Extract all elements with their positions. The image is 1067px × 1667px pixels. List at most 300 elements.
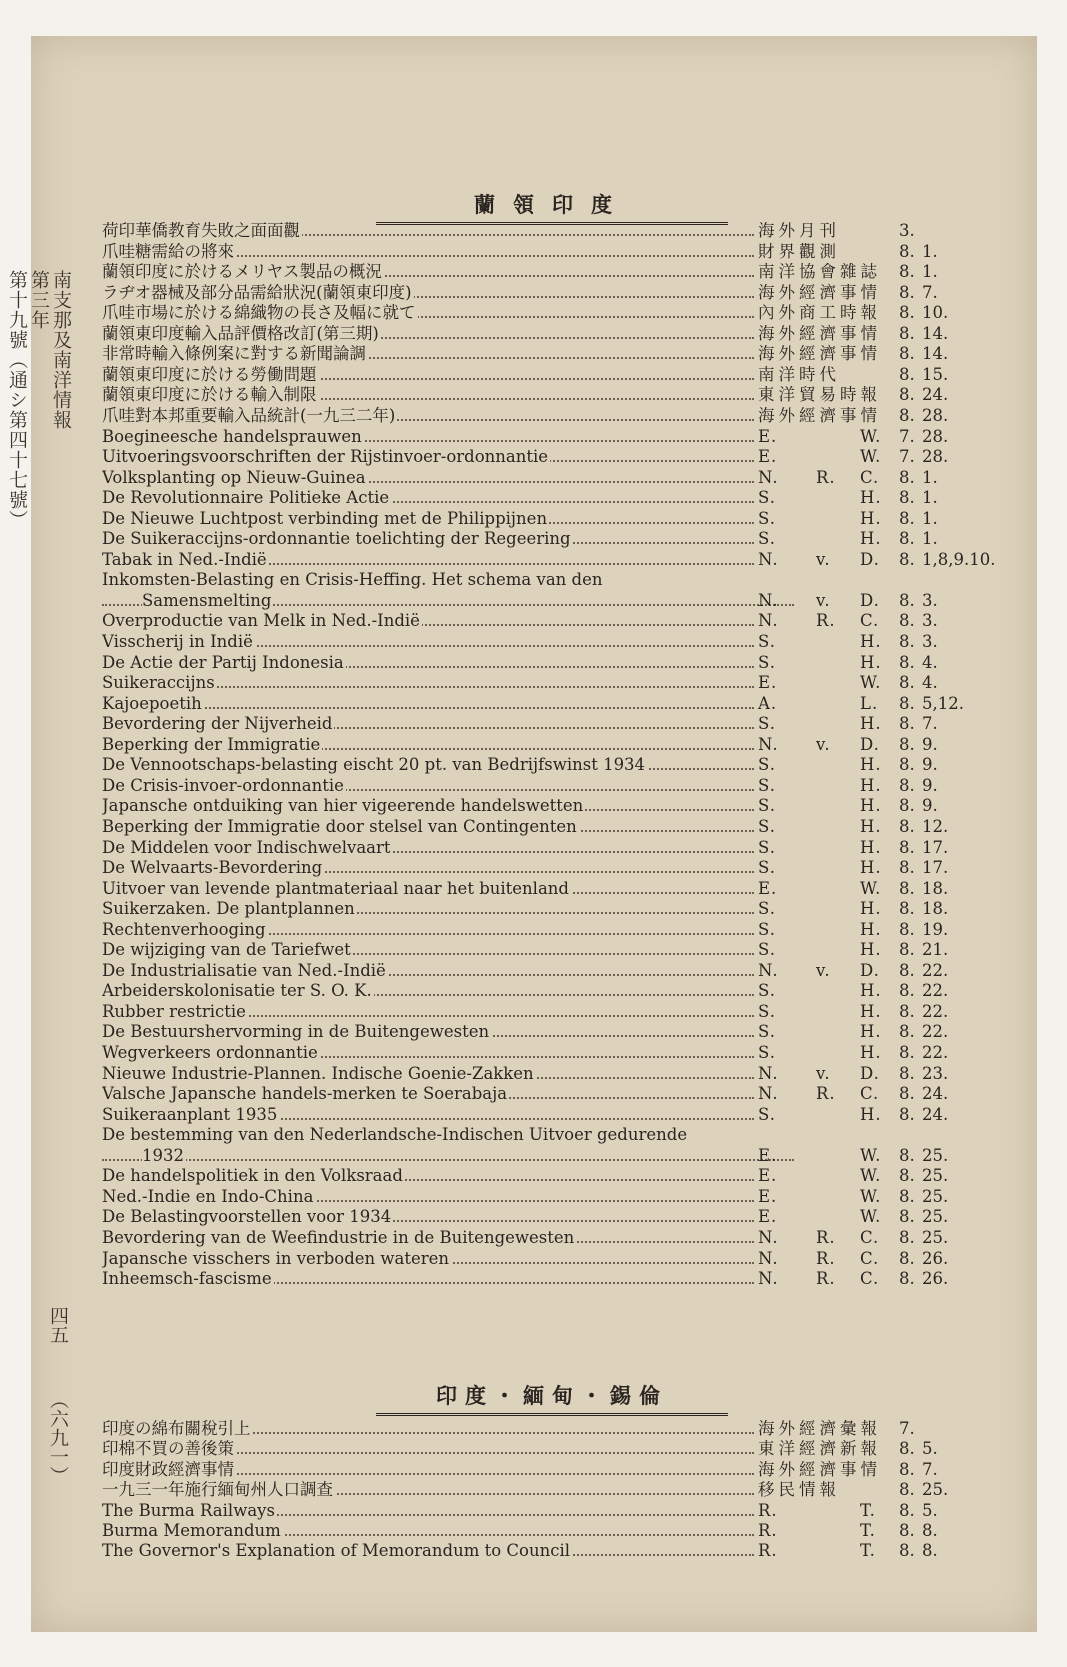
entry-title [102,1520,758,1542]
entry-title-text: Bevordering der Nijverheid [102,714,333,734]
entry-title [102,467,758,489]
entry-day: 7. [922,1459,938,1479]
entry-day: 5,12. [922,693,964,713]
source-abbr-2: R. [816,467,836,487]
source-abbr-1: N. [758,1248,779,1268]
entry-title [102,528,758,550]
source-abbr-3: D. [860,1063,880,1083]
entry-day: 25. [922,1207,949,1227]
entry-title-text: 印度財政經濟事情 [102,1459,234,1479]
entry-month: 7. [899,1419,915,1438]
source-abbr-3: C. [860,1248,880,1268]
entry-title [102,405,758,427]
entry-title [102,241,758,263]
source-abbr-3: H. [860,775,882,795]
source-abbr-3: H. [860,940,882,960]
entry-month: 8. [899,1207,915,1227]
entry-day: 24. [922,1084,949,1104]
source-abbr-1: N. [758,734,779,754]
index-entry [102,241,1002,263]
source-abbr-1: S. [758,1104,776,1124]
source-abbr-1: S. [758,529,776,549]
entry-title [102,857,758,879]
index-entry [102,1479,1002,1501]
entry-month: 8. [899,508,915,528]
entry-month: 8. [899,385,915,405]
source-abbr-1: N. [758,549,779,569]
index-entry [102,1500,1002,1522]
entry-title [102,302,758,324]
index-entry [102,1540,1002,1562]
entry-title [102,734,758,756]
source-abbr-1: N. [758,1063,779,1083]
entry-day: 14. [922,323,949,343]
entry-day: 10. [922,303,949,323]
index-entry [102,1001,1002,1023]
source-abbr-1: E. [758,1145,778,1165]
source-abbr-1: A. [758,693,778,713]
source-abbr-3: H. [860,919,882,939]
entry-day: 8. [922,1521,938,1540]
entry-month: 7. [899,447,915,467]
source-abbr-3: H. [860,837,882,857]
entry-title-text: Beperking der Immigratie door stelsel van Contingenten [102,816,577,836]
source-abbr-1: N. [758,1269,779,1289]
entry-title [102,508,758,530]
entry-month: 8. [899,467,915,487]
entry-title-text: Nieuwe Industrie-Plannen. Indische Goenie-Zakken [102,1063,534,1083]
index-entry [102,672,1002,694]
entry-title [102,939,758,961]
entry-day: 18. [922,899,949,919]
entry-title [102,446,758,468]
source-abbr-1: R. [758,1541,778,1561]
entry-title-text: Uitvoeringsvoorschriften der Rijstinvoer-ordonnantie [102,447,549,467]
source-abbr-1: S. [758,508,776,528]
entry-title-text: The Governor's Explanation of Memorandum to Council [102,1541,571,1561]
source-abbr-3: T. [860,1500,876,1520]
index-entry [102,1186,1002,1208]
entry-month: 8. [899,1043,915,1062]
entry-title [102,1500,758,1522]
entry-title-text: 蘭領東印度に於ける輸入制限 [102,385,317,405]
source-abbr-3: H. [860,1104,882,1124]
entry-month: 8. [899,1500,915,1520]
entry-month: 8. [899,714,915,734]
index-entry [102,1438,1002,1460]
entry-day: 22. [922,1001,949,1021]
entry-title-text: Bevordering van de Weefindustrie in de Buitengewesten [102,1227,575,1247]
entry-month: 8. [899,1104,915,1124]
entry-month: 8. [899,960,915,980]
entry-day: 21. [922,940,949,960]
entry-title [102,898,758,920]
index-entry [102,960,1002,982]
entry-month: 8. [899,344,915,364]
source-abbr-3: H. [860,1043,882,1062]
entry-day: 25. [922,1186,949,1206]
source-abbr-1: S. [758,981,776,1001]
entry-day: 7. [922,282,938,302]
entry-title-text: Burma Memorandum [102,1521,281,1540]
index-entry [102,384,1002,406]
source-abbr-3: D. [860,734,880,754]
entry-day: 26. [922,1269,949,1289]
entry-day: 9. [922,755,938,775]
index-entry [102,590,1002,612]
source-abbr-3: H. [860,1022,882,1042]
source-abbr-1: S. [758,1043,776,1062]
entry-month: 8. [899,364,915,384]
issue-label: 第十九號（通シ第四十七號） [6,270,28,530]
index-entry [102,1165,1002,1187]
index-entry [102,1268,1002,1290]
entry-month: 8. [899,1227,915,1247]
journal-title: 南支那及南洋情報 [50,270,72,430]
entry-day: 19. [922,919,949,939]
index-entry [102,1021,1002,1043]
source-abbr-1: S. [758,796,776,816]
index-entry [102,1206,1002,1228]
entry-title-text: Inheemsch-fascisme [102,1269,272,1289]
index-entry [102,1520,1002,1542]
index-entry [102,1227,1002,1249]
index-entry [102,405,1002,427]
source-abbr-1: E. [758,1207,778,1227]
entry-day: 26. [922,1248,949,1268]
source-abbr-2: v. [816,1063,831,1083]
entry-month: 8. [899,1541,915,1561]
entry-month: 8. [899,1521,915,1540]
entry-day: 22. [922,960,949,980]
index-entry [102,898,1002,920]
entry-month: 8. [899,981,915,1001]
entry-title-text: Inkomsten-Belasting en Crisis-Heffing. Het schema van den [102,570,603,590]
index-entry [102,816,1002,838]
entry-title-text: Wegverkeers ordonnantie [102,1043,318,1062]
entry-month: 8. [899,282,915,302]
entry-title-text: Valsche Japansche handels-merken te Soerabaja [102,1084,508,1104]
entry-title-text: 蘭領印度に於けるメリヤス製品の概況 [102,262,382,282]
entry-month: 8. [899,1166,915,1186]
entry-title-text: De Middelen voor Indischwelvaart [102,837,391,857]
entry-title-text: De Belastingvoorstellen voor 1934 [102,1207,392,1227]
entry-day: 14. [922,344,949,364]
entry-day: 3. [922,611,938,631]
entry-title-text: De Bestuurshervorming in de Buitengewesten [102,1022,490,1042]
source-abbr-3: W. [860,1207,882,1227]
entry-title-text: Overproductie van Melk in Ned.-Indië [102,611,420,631]
source-abbr-3: H. [860,858,882,878]
entry-title [102,323,758,345]
source-abbr-3: T. [860,1521,876,1540]
entry-title-text: De Revolutionnaire Politieke Actie [102,488,390,508]
source-abbr-2: v. [816,960,831,980]
entry-title [102,1021,758,1043]
entry-month: 8. [899,1480,915,1500]
entry-day: 18. [922,878,949,898]
index-entry [102,1042,1002,1064]
entry-title-text: Volksplanting op Nieuw-Guinea [102,467,366,487]
entry-title-text: Suikeraccijns [102,673,215,693]
cumulative-page-number: （六九一） [47,1390,69,1485]
index-entry [102,754,1002,776]
entry-month: 7. [899,426,915,446]
entry-title-text: 荷印華僑教育失敗之面面觀 [102,221,300,240]
entry-title [102,1186,758,1208]
source-abbr-1: N. [758,611,779,631]
source-name: 南洋協會雜誌 [758,262,881,282]
source-abbr-1: S. [758,755,776,775]
entry-title [102,1268,758,1290]
source-name: 海外經濟彙報 [758,1419,881,1438]
index-entry [102,1063,1002,1085]
source-abbr-1: E. [758,1166,778,1186]
entry-day: 22. [922,981,949,1001]
entry-title-text: Uitvoer van levende plantmateriaal naar het buitenland [102,878,569,898]
entry-title [102,426,758,448]
source-abbr-1: E. [758,447,778,467]
index-entry [102,549,1002,571]
entry-title-text: 印度の綿布關稅引上 [102,1419,251,1438]
entry-day: 1. [922,262,938,282]
entry-day: 25. [922,1145,949,1165]
source-abbr-2: R. [816,1269,836,1289]
entry-day: 22. [922,1043,949,1062]
entry-month: 8. [899,1084,915,1104]
entry-title-text: ラヂオ器械及部分品需給狀況(蘭領東印度) [102,282,412,302]
entry-day: 4. [922,652,938,672]
index-entry [102,939,1002,961]
entry-day: 1. [922,467,938,487]
source-name: 財界觀測 [758,241,840,261]
source-name: 海外經濟事情 [758,405,881,425]
entry-month: 8. [899,899,915,919]
source-name: 東洋貿易時報 [758,385,881,405]
index-entry [102,323,1002,345]
index-entry [102,652,1002,674]
entry-day: 17. [922,837,949,857]
source-abbr-1: S. [758,837,776,857]
entry-day: 9. [922,796,938,816]
index-entry [102,693,1002,715]
entry-title [102,590,798,612]
entry-day: 1. [922,241,938,261]
source-abbr-3: T. [860,1541,876,1561]
index-entry [102,282,1002,304]
entry-title-text: 蘭領東印度輸入品評價格改訂(第三期) [102,323,379,343]
entry-title [102,878,758,900]
source-abbr-3: C. [860,611,880,631]
entry-day: 28. [922,447,949,467]
index-entry [102,487,1002,509]
entry-title-text: De Industrialisatie van Ned.-Indië [102,960,386,980]
source-abbr-3: H. [860,816,882,836]
source-abbr-2: R. [816,611,836,631]
source-abbr-2: R. [816,1227,836,1247]
entry-day: 3. [922,632,938,651]
entry-month: 8. [899,488,915,508]
source-abbr-3: H. [860,796,882,816]
entry-title [102,919,758,941]
entry-title-text: 蘭領東印度に於ける勞働問題 [102,364,317,384]
entry-day: 8. [922,1541,938,1561]
entry-day: 1,8,9.10. [922,549,996,569]
source-abbr-1: N. [758,1084,779,1104]
entry-month: 8. [899,1063,915,1083]
entry-title-text: Tabak in Ned.-Indië [102,549,267,569]
source-abbr-3: W. [860,1186,882,1206]
entry-title [102,1459,758,1481]
entry-month: 8. [899,632,915,651]
source-abbr-1: E. [758,878,778,898]
entry-day: 25. [922,1166,949,1186]
entry-day: 25. [922,1227,949,1247]
source-abbr-3: H. [860,529,882,549]
entry-title-text: 爪哇市場に於ける綿織物の長さ及幅に就て [102,303,416,323]
entry-day: 4. [922,673,938,693]
entry-month: 8. [899,796,915,816]
entry-day: 1. [922,508,938,528]
entry-title [102,549,758,571]
entry-day: 7. [922,714,938,734]
entry-month: 8. [899,405,915,425]
source-abbr-1: N. [758,960,779,980]
index-entry [102,261,1002,283]
entry-month: 8. [899,1186,915,1206]
entry-title [102,1104,758,1126]
index-entry [102,1104,1002,1126]
entry-title [102,795,758,817]
entry-title [102,1124,758,1146]
entry-title [102,1206,758,1228]
entry-title [102,343,758,365]
index-entry [102,734,1002,756]
entry-month: 8. [899,673,915,693]
index-entry [102,1248,1002,1270]
entry-title-text: Beperking der Immigratie [102,734,321,754]
entry-day: 5. [922,1500,938,1520]
entry-title-text: De handelspolitiek in den Volksraad [102,1166,403,1186]
entry-title-text: Samensmelting [142,590,272,610]
entry-title [102,1227,758,1249]
entry-day: 1. [922,488,938,508]
index-entry [102,467,1002,489]
source-name: 移民情報 [758,1480,840,1500]
entry-title [102,713,758,735]
entry-month: 8. [899,940,915,960]
entry-month: 8. [899,611,915,631]
entry-title-text: De Actie der Partij Indonesia [102,652,344,672]
source-abbr-1: S. [758,899,776,919]
entry-title [102,960,758,982]
entry-day: 23. [922,1063,949,1083]
entry-title [102,1042,758,1064]
source-abbr-3: H. [860,899,882,919]
entry-month: 3. [899,221,915,240]
entry-month: 8. [899,529,915,549]
source-abbr-1: S. [758,775,776,795]
entry-title-text: 爪哇對本邦重要輸入品統計(一九三二年) [102,405,396,425]
entry-month: 8. [899,549,915,569]
index-entry [102,220,1002,242]
entry-title [102,754,758,776]
index-entry [102,343,1002,365]
source-name: 海外經濟事情 [758,323,881,343]
entry-title-text: De Welvaarts-Bevordering [102,858,323,878]
index-entry [102,1145,1002,1167]
source-abbr-1: E. [758,673,778,693]
entry-title-text: Boegineesche handelsprauwen [102,426,362,446]
source-abbr-3: C. [860,1227,880,1247]
source-abbr-1: R. [758,1521,778,1540]
entry-title [102,220,758,242]
source-name: 海外經濟事情 [758,282,881,302]
source-abbr-3: W. [860,1166,882,1186]
source-abbr-1: S. [758,1001,776,1021]
source-abbr-3: D. [860,960,880,980]
entry-day: 9. [922,775,938,795]
entry-title [102,1418,758,1440]
entry-title [102,1063,758,1085]
entry-month: 8. [899,755,915,775]
source-name: 內外商工時報 [758,303,881,323]
source-abbr-3: H. [860,652,882,672]
source-abbr-1: S. [758,488,776,508]
entry-month: 8. [899,1001,915,1021]
source-abbr-2: v. [816,590,831,610]
entry-title [102,1438,758,1460]
source-abbr-3: W. [860,878,882,898]
entry-month: 8. [899,652,915,672]
entry-title [102,1165,758,1187]
source-abbr-1: S. [758,1022,776,1042]
entry-title-text: Japansche ontduiking van hier vigeerende handelswetten [102,796,584,816]
section-heading-netherlands-indies: 蘭領印度 [376,189,728,225]
entry-day: 28. [922,405,949,425]
entry-day: 1. [922,529,938,549]
entry-title [102,1001,758,1023]
entry-month: 8. [899,303,915,323]
entry-title [102,569,758,591]
entry-month: 8. [899,816,915,836]
source-abbr-3: H. [860,488,882,508]
entry-title [102,487,758,509]
source-abbr-1: N. [758,467,779,487]
running-header [6,270,72,530]
source-abbr-3: D. [860,549,880,569]
entry-day: 9. [922,734,938,754]
index-entry [102,795,1002,817]
source-abbr-3: W. [860,1145,882,1165]
entry-title-text: 非常時輸入條例案に對する新聞論調 [102,344,366,364]
source-abbr-2: v. [816,734,831,754]
entry-day: 3. [922,590,938,610]
entry-day: 12. [922,816,949,836]
entry-title-text: 1932 [142,1145,184,1165]
entry-title-text: De Crisis-invoer-ordonnantie [102,775,344,795]
entry-day: 25. [922,1480,949,1500]
source-abbr-2: R. [816,1248,836,1268]
index-entry [102,878,1002,900]
entry-day: 17. [922,858,949,878]
source-abbr-1: N. [758,590,779,610]
entry-title [102,631,758,653]
entry-month: 8. [899,1248,915,1268]
source-abbr-1: S. [758,652,776,672]
section-heading-india-burma-ceylon: 印度・緬甸・錫倫 [376,1380,728,1416]
source-name: 南洋時代 [758,364,840,384]
